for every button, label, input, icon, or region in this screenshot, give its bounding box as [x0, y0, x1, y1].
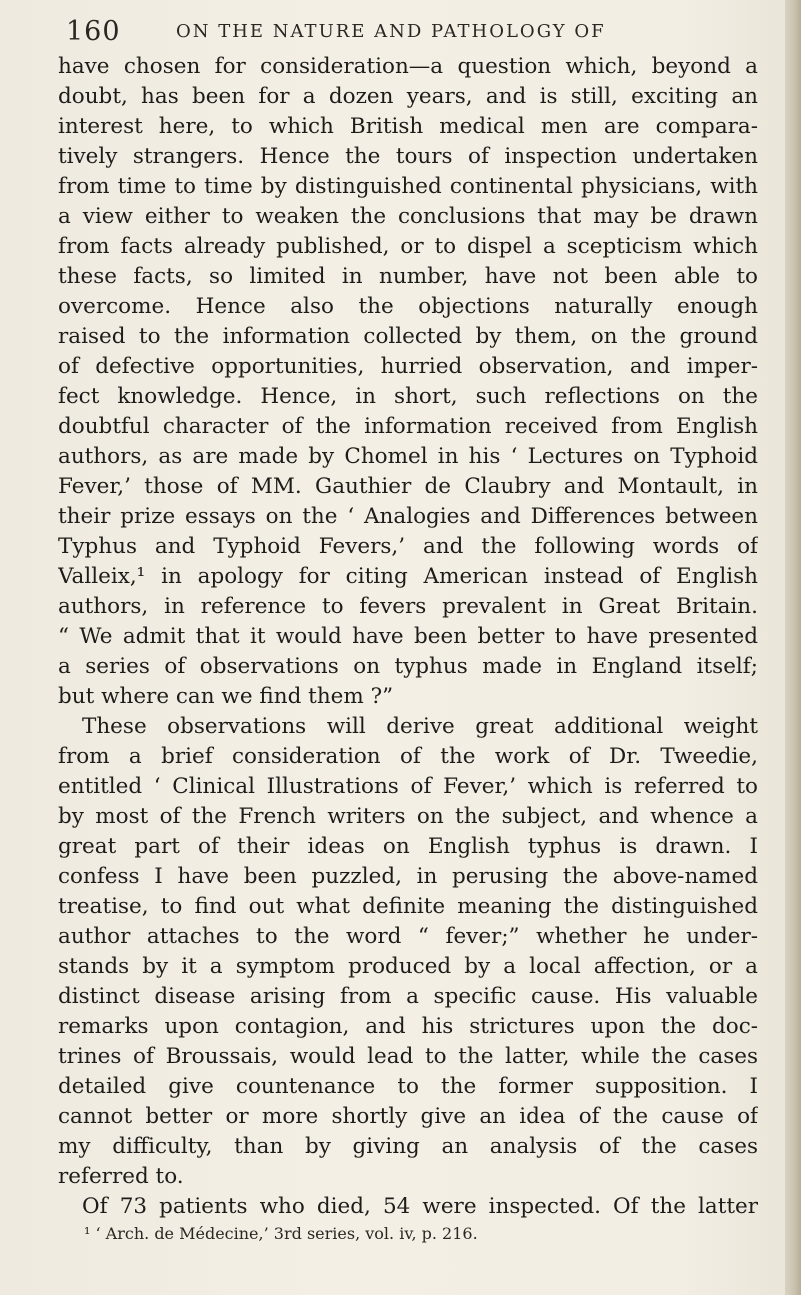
text-line: detailed give countenance to the former supposition. I	[58, 1074, 758, 1099]
text-line: from facts already published, or to dispel a scepticism which	[58, 234, 758, 259]
text-line: but where can we find them ?”	[58, 684, 394, 709]
text-line: distinct disease arising from a specific cause. His valuable	[58, 984, 758, 1009]
text-line: doubt, has been for a dozen years, and is still, exciting an	[58, 84, 758, 109]
text-line: a series of observations on typhus made in England itself;	[58, 654, 758, 679]
text-line: entitled ‘ Clinical Illustrations of Fever,’ which is referred to	[58, 774, 758, 799]
text-line: referred to.	[58, 1164, 184, 1189]
text-line: doubtful character of the information received from English	[58, 414, 758, 439]
text-line: stands by it a symptom produced by a local affection, or a	[58, 954, 758, 979]
text-line: these facts, so limited in number, have not been able to	[58, 264, 758, 289]
text-line: trines of Broussais, would lead to the latter, while the cases	[58, 1044, 758, 1069]
text-line: a view either to weaken the conclusions that may be drawn	[58, 204, 758, 229]
running-title: ON THE NATURE AND PATHOLOGY OF	[176, 21, 606, 42]
text-line: Of 73 patients who died, 54 were inspected. Of the latter	[82, 1194, 758, 1219]
page-edge	[785, 0, 801, 1295]
page-header	[66, 10, 756, 50]
text-line: fect knowledge. Hence, in short, such reflections on the	[58, 384, 758, 409]
text-line: “ We admit that it would have been better to have presented	[58, 624, 758, 649]
page-number: 160	[66, 16, 121, 47]
text-line: tively strangers. Hence the tours of inspection undertaken	[58, 144, 758, 169]
text-line: from a brief consideration of the work of Dr. Tweedie,	[58, 744, 758, 769]
text-line: Typhus and Typhoid Fevers,’ and the following words of	[58, 534, 758, 559]
text-line: overcome. Hence also the objections naturally enough	[58, 294, 758, 319]
text-line: These observations will derive great additional weight	[82, 714, 758, 739]
text-line: authors, in reference to fevers prevalent in Great Britain.	[58, 594, 758, 619]
text-line: interest here, to which British medical men are compara-	[58, 114, 758, 139]
text-line: treatise, to find out what definite meaning the distinguished	[58, 894, 758, 919]
text-line: Fever,’ those of MM. Gauthier de Claubry and Montault, in	[58, 474, 758, 499]
text-line: remarks upon contagion, and his strictures upon the doc-	[58, 1014, 758, 1039]
text-line: author attaches to the word “ fever;” whether he under-	[58, 924, 758, 949]
text-line: have chosen for consideration—a question which, beyond a	[58, 54, 758, 79]
text-line: their prize essays on the ‘ Analogies and Differences between	[58, 504, 758, 529]
text-line: my difficulty, than by giving an analysis of the cases	[58, 1134, 758, 1159]
footnote: ¹ ‘ Arch. de Médecine,’ 3rd series, vol. iv, p. 216.	[84, 1224, 478, 1243]
text-line: authors, as are made by Chomel in his ‘ Lectures on Typhoid	[58, 444, 758, 469]
text-line: confess I have been puzzled, in perusing the above-named	[58, 864, 758, 889]
text-line: by most of the French writers on the subject, and whence a	[58, 804, 758, 829]
text-line: cannot better or more shortly give an idea of the cause of	[58, 1104, 758, 1129]
text-line: of defective opportunities, hurried observation, and imper-	[58, 354, 758, 379]
text-line: great part of their ideas on English typhus is drawn. I	[58, 834, 758, 859]
text-line: Valleix,¹ in apology for citing American instead of English	[58, 564, 758, 589]
body-text	[58, 52, 758, 1246]
text-line: from time to time by distinguished continental physicians, with	[58, 174, 758, 199]
text-line: raised to the information collected by them, on the ground	[58, 324, 758, 349]
